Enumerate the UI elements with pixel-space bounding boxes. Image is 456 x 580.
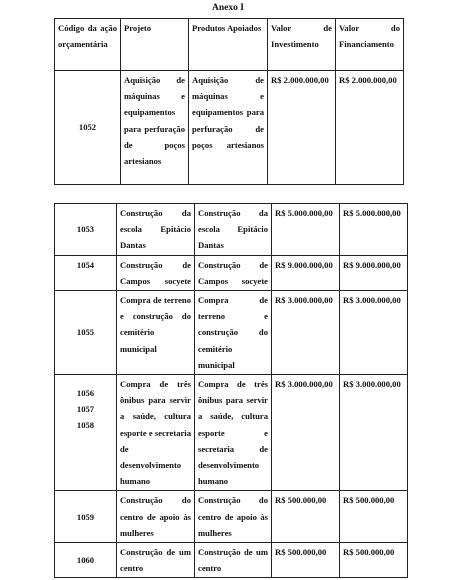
row-code-list	[58, 552, 113, 568]
row-financiamento: R$ 5.000.000,00	[340, 204, 408, 256]
code-value: 1057	[76, 404, 95, 415]
row-code-list	[58, 119, 117, 135]
table-row	[55, 71, 404, 185]
row-financiamento: R$ 500.000,00	[340, 543, 408, 578]
table-row	[55, 543, 408, 578]
row-produtos: Construção de Campos socyete	[195, 255, 272, 290]
row-projeto: Compra de terreno e construção do cemitério municipal	[117, 291, 195, 375]
table-row	[55, 255, 408, 290]
code-value: 1060	[76, 555, 95, 566]
row-projeto: Construção do centro de apoio às mulheres	[117, 491, 195, 543]
row-investimento: R$ 9.000.000,00	[272, 255, 340, 290]
row-projeto: Construção da escola Epitácio Dantas	[117, 204, 195, 256]
row-produtos: Construção da escola Epitácio Dantas	[195, 204, 272, 256]
row-investimento: R$ 3.000.000,00	[272, 375, 340, 491]
row-produtos: Compra de três ônibus para servir a saúde, cultura esporte e secretaria de desenvolvimento humano	[195, 375, 272, 491]
code-value: 1059	[76, 511, 95, 522]
row-code-list	[58, 509, 113, 525]
annex-table-part-2	[54, 203, 408, 578]
row-investimento: R$ 500.000,00	[272, 491, 340, 543]
row-code-list	[58, 257, 113, 273]
row-produtos: Construção de um centro	[195, 543, 272, 578]
code-value: 1058	[76, 420, 95, 431]
row-produtos: Aquisição de máquinas e equipamentos para perfuração de poços artesianos	[189, 71, 268, 185]
table-row	[55, 375, 408, 491]
header-valor-financiamento: Valor do Financiamento	[336, 19, 404, 71]
header-codigo: Código da ação orçamentária	[55, 19, 121, 71]
row-code-list	[58, 221, 113, 237]
table-header-row	[55, 19, 404, 71]
code-value: 1052	[78, 122, 97, 133]
annex-table-part-1	[54, 18, 404, 185]
row-code	[55, 204, 117, 256]
row-code-list	[58, 385, 113, 434]
table-row	[55, 204, 408, 256]
row-projeto: Aquisição de máquinas e equipamentos para perfuração de poços artesianos	[121, 71, 189, 185]
row-code	[55, 291, 117, 375]
row-investimento: R$ 3.000.000,00	[272, 291, 340, 375]
row-financiamento: R$ 500.000,00	[340, 491, 408, 543]
row-code	[55, 543, 117, 578]
row-produtos: Compra de terreno e construção do cemitério municipal	[195, 291, 272, 375]
row-code	[55, 375, 117, 491]
row-code-list	[58, 324, 113, 340]
code-value: 1055	[76, 327, 95, 338]
row-financiamento: R$ 3.000.000,00	[340, 375, 408, 491]
row-code	[55, 491, 117, 543]
code-value: 1053	[76, 224, 95, 235]
table-row	[55, 491, 408, 543]
row-code	[55, 71, 121, 185]
code-value: 1056	[76, 388, 95, 399]
row-code	[55, 255, 117, 290]
row-investimento: R$ 5.000.000,00	[272, 204, 340, 256]
code-value: 1054	[76, 259, 95, 270]
row-financiamento: R$ 9.000.000,00	[340, 255, 408, 290]
row-projeto: Compra de três ônibus para servir a saúde, cultura esporte e secretaria de desenvolvimento humano	[117, 375, 195, 491]
row-financiamento: R$ 3.000.000,00	[340, 291, 408, 375]
row-investimento: R$ 500.000,00	[272, 543, 340, 578]
row-financiamento: R$ 2.000.000,00	[336, 71, 404, 185]
document-title: Anexo I	[212, 3, 244, 13]
row-produtos: Construção do centro de apoio às mulheres	[195, 491, 272, 543]
row-projeto: Construção de Campos socyete	[117, 255, 195, 290]
header-projeto: Projeto	[121, 19, 189, 71]
row-projeto: Construção de um centro	[117, 543, 195, 578]
row-investimento: R$ 2.000.000,00	[268, 71, 336, 185]
table-row	[55, 291, 408, 375]
header-valor-investimento: Valor de Investimento	[268, 19, 336, 71]
header-produtos: Produtos Apoiados	[189, 19, 268, 71]
